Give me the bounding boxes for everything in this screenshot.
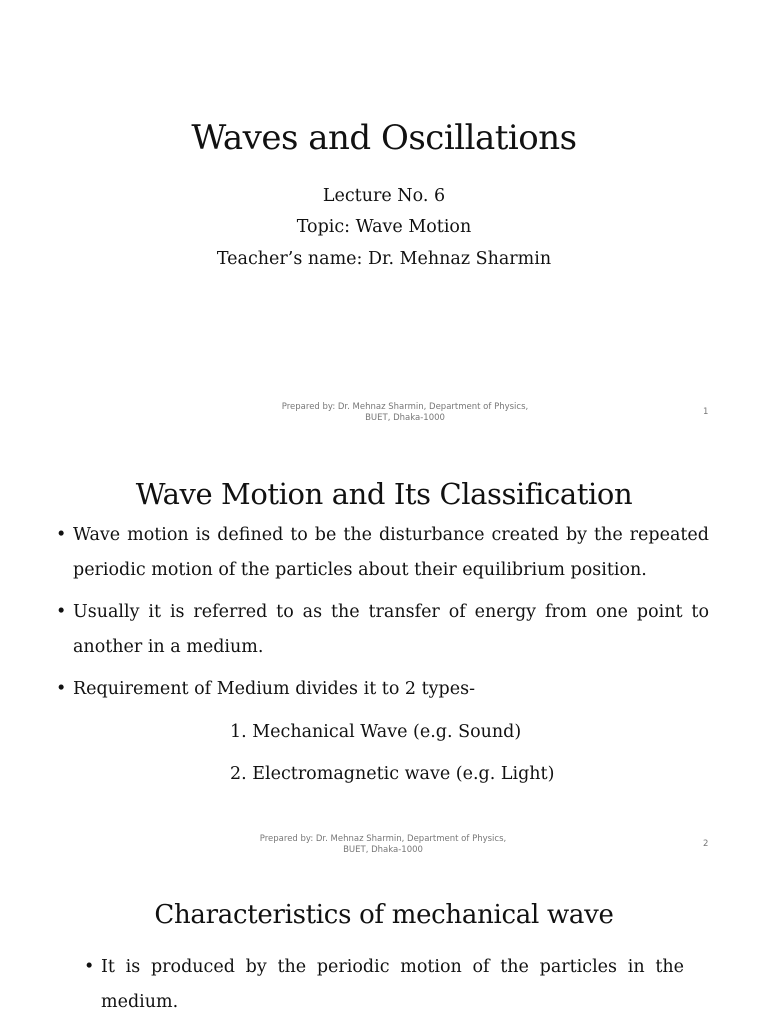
list-item (56, 518, 709, 588)
slide2-page-number: 2 (703, 839, 709, 849)
slide2-bullet-list (56, 518, 709, 714)
bullet-icon: • (56, 525, 67, 545)
bullet-text: Usually it is referred to as the transfer of energy from one point to another in a medium. (73, 602, 709, 657)
slide2-footer-line1: Prepared by: Dr. Mehnaz Sharmin, Department of Physics, (259, 834, 507, 844)
slide1-title: Waves and Oscillations (191, 118, 577, 158)
slide3-bullet-list (84, 950, 684, 1027)
bullet-icon: • (56, 602, 67, 622)
slide1-footer (270, 402, 540, 424)
slide1-page-number: 1 (703, 407, 709, 417)
bullet-text: It is produced by the periodic motion of the particles in the medium. (101, 957, 684, 1012)
list-item (56, 672, 709, 707)
slide3-title: Characteristics of mechanical wave (154, 900, 614, 930)
slide2-footer (248, 834, 518, 856)
type-mechanical: 1. Mechanical Wave (e.g. Sound) (230, 722, 522, 742)
bullet-text: Wave motion is defined to be the disturbance created by the repeated periodic motion of the particles about their equilibrium position. (73, 525, 709, 580)
teacher-name: Teacher’s name: Dr. Mehnaz Sharmin (216, 249, 552, 269)
slide1-footer-line2: BUET, Dhaka-1000 (365, 413, 445, 423)
type-electromagnetic: 2. Electromagnetic wave (e.g. Light) (230, 764, 555, 784)
slide1-footer-line1: Prepared by: Dr. Mehnaz Sharmin, Department of Physics, (281, 402, 529, 412)
lecture-number: Lecture No. 6 (322, 186, 446, 206)
bullet-icon: • (84, 957, 95, 977)
bullet-icon: • (56, 679, 67, 699)
list-item (84, 950, 684, 1020)
slide2-footer-line2: BUET, Dhaka-1000 (343, 845, 423, 855)
lecture-topic: Topic: Wave Motion (296, 217, 472, 237)
bullet-text: Requirement of Medium divides it to 2 types- (73, 679, 475, 699)
list-item (56, 595, 709, 665)
slide2-title: Wave Motion and Its Classification (135, 477, 633, 511)
